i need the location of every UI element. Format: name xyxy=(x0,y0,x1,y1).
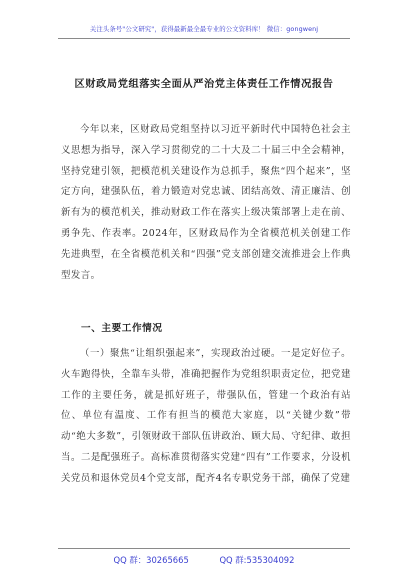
footer-contacts xyxy=(0,554,408,566)
document-title: 区财政局党组落实全面从严治党主体责任工作情况报告 xyxy=(74,78,334,90)
footer-divider xyxy=(58,548,350,549)
qq-group-2: QQ 群:535304092 xyxy=(219,555,295,565)
section-heading: 一、主要工作情况 xyxy=(81,323,163,334)
intro-paragraph: 今年以来，区财政局党组坚持以习近平新时代中国特色社会主义思想为指导，深入学习贯彻党的二十大及二十届三中全会精神，坚持党建引领，把模范机关建设作为总抓手，聚焦“四个起来”，坚定方向，建强队伍，着力锻造对党忠诚、团结高效、清正廉洁、创新有为的模范机关，推动财政工作在落实上级决策部署上走在前、勇争先、作表率。2024年，区财政局作为全省模范机关创建工作先进典型，在全省模范机关和“四强”党支部创建交流推进会上作典型发言。 xyxy=(61,124,351,281)
body-paragraph: （一）聚焦“让组织强起来”，实现政治过硬。一是定好位子。火车跑得快，全靠车头带，准确把握作为党组织职责定位，把党建工作的主要任务，就是抓好班子，带强队伍，管建一个政治有站位、单位有温度、工作有担当的模范大家庭，以“关键少数”带动“绝大多数”，引领财政干部队伍讲政治、顾大局、守纪律、敢担当。二是配强班子。高标准贯彻落实党建“四有”工作要求，分设机关党员和退休党员4个党支部，配齐4名专职党务干部，确保了党建 xyxy=(61,348,351,484)
header-divider xyxy=(58,38,350,39)
qq-group-1: QQ 群：30265665 xyxy=(113,555,189,565)
header-banner: 关注头条号"公文研究"，获得最新最全最专业的公文资料库！ 微信：gongwenj xyxy=(89,25,319,33)
